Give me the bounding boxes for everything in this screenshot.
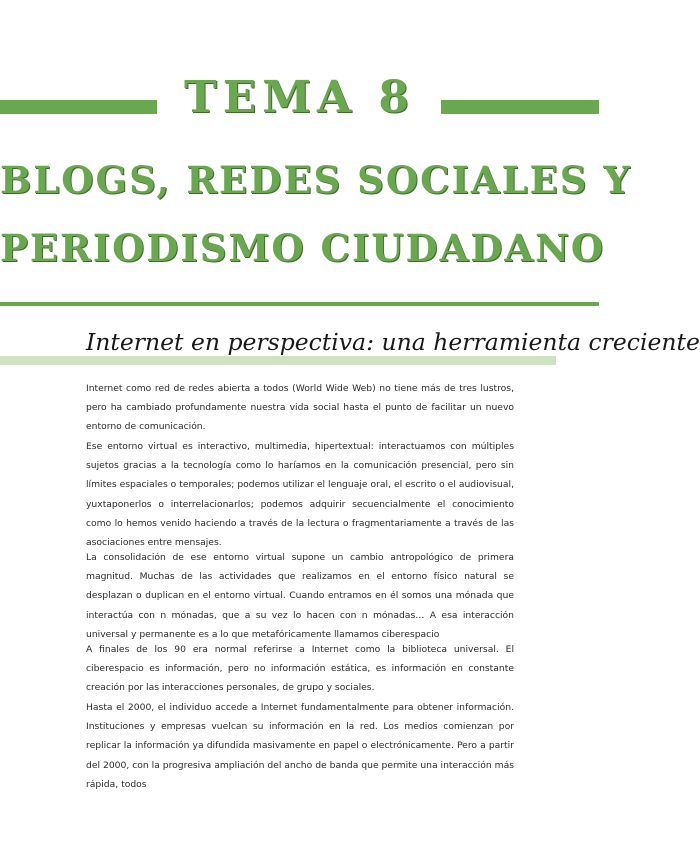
chapter-title: TEMA 8 <box>183 72 416 123</box>
chapter-subtitle-line-2: PERIODISMO CIUDADANO <box>0 226 606 270</box>
body-paragraph: A finales de los 90 era normal referirse a Internet como la biblioteca universal. El ciberespacio es información, pero no información estática, es información en constante creación por las interacciones personales, de grupo y sociales. <box>86 644 514 694</box>
body-paragraph: La consolidación de ese entorno virtual supone un cambio antropológico de primera magnitud. Muchas de las actividades que realizamos en el entorno físico natural se desplazan o duplican en el entorno virtual. Cuando entramos en él somos una mónada que interactúa con n mónadas, que a su vez lo hacen con n mónadas… A esa interacción universal y permanente es a lo que metafóricamente llamamos ciberespacio <box>86 552 514 640</box>
section-heading-underline <box>0 356 556 365</box>
section-heading: Internet en perspectiva: una herramienta creciente <box>86 328 700 356</box>
chapter-subtitle-line-1: BLOGS, REDES SOCIALES Y <box>0 158 632 202</box>
body-paragraph: Ese entorno virtual es interactivo, multimedia, hipertextual: interactuamos con múltiples sujetos gracias a la tecnología como lo haríamos en la comunicación presencial, pero sin límites espaciales o temporales; podemos utilizar el lenguaje oral, el escrito o el audiovisual, yuxtaponerlos o interrelacionarlos; podemos adquirir secuencialmente el conocimiento como lo hemos venido haciendo a través de la lectura o fragmentariamente a través de las asociaciones entre mensajes. <box>86 441 514 549</box>
title-divider-line <box>0 302 599 306</box>
body-paragraph: Internet como red de redes abierta a todos (World Wide Web) no tiene más de tres lustros, pero ha cambiado profundamente nuestra vida social hasta el punto de facilitar un nuevo entorno de comunicación. <box>86 383 514 433</box>
body-paragraph: Hasta el 2000, el individuo accede a Internet fundamentalmente para obtener información. Instituciones y empresas vuelcan su información en la red. Los medios comienzan por replicar la información ya difundida masivamente en papel o electrónicamente. Pero a partir del 2000, con la progresiva ampliación del ancho de banda que permite una interacción más rápida, todos <box>86 702 514 790</box>
